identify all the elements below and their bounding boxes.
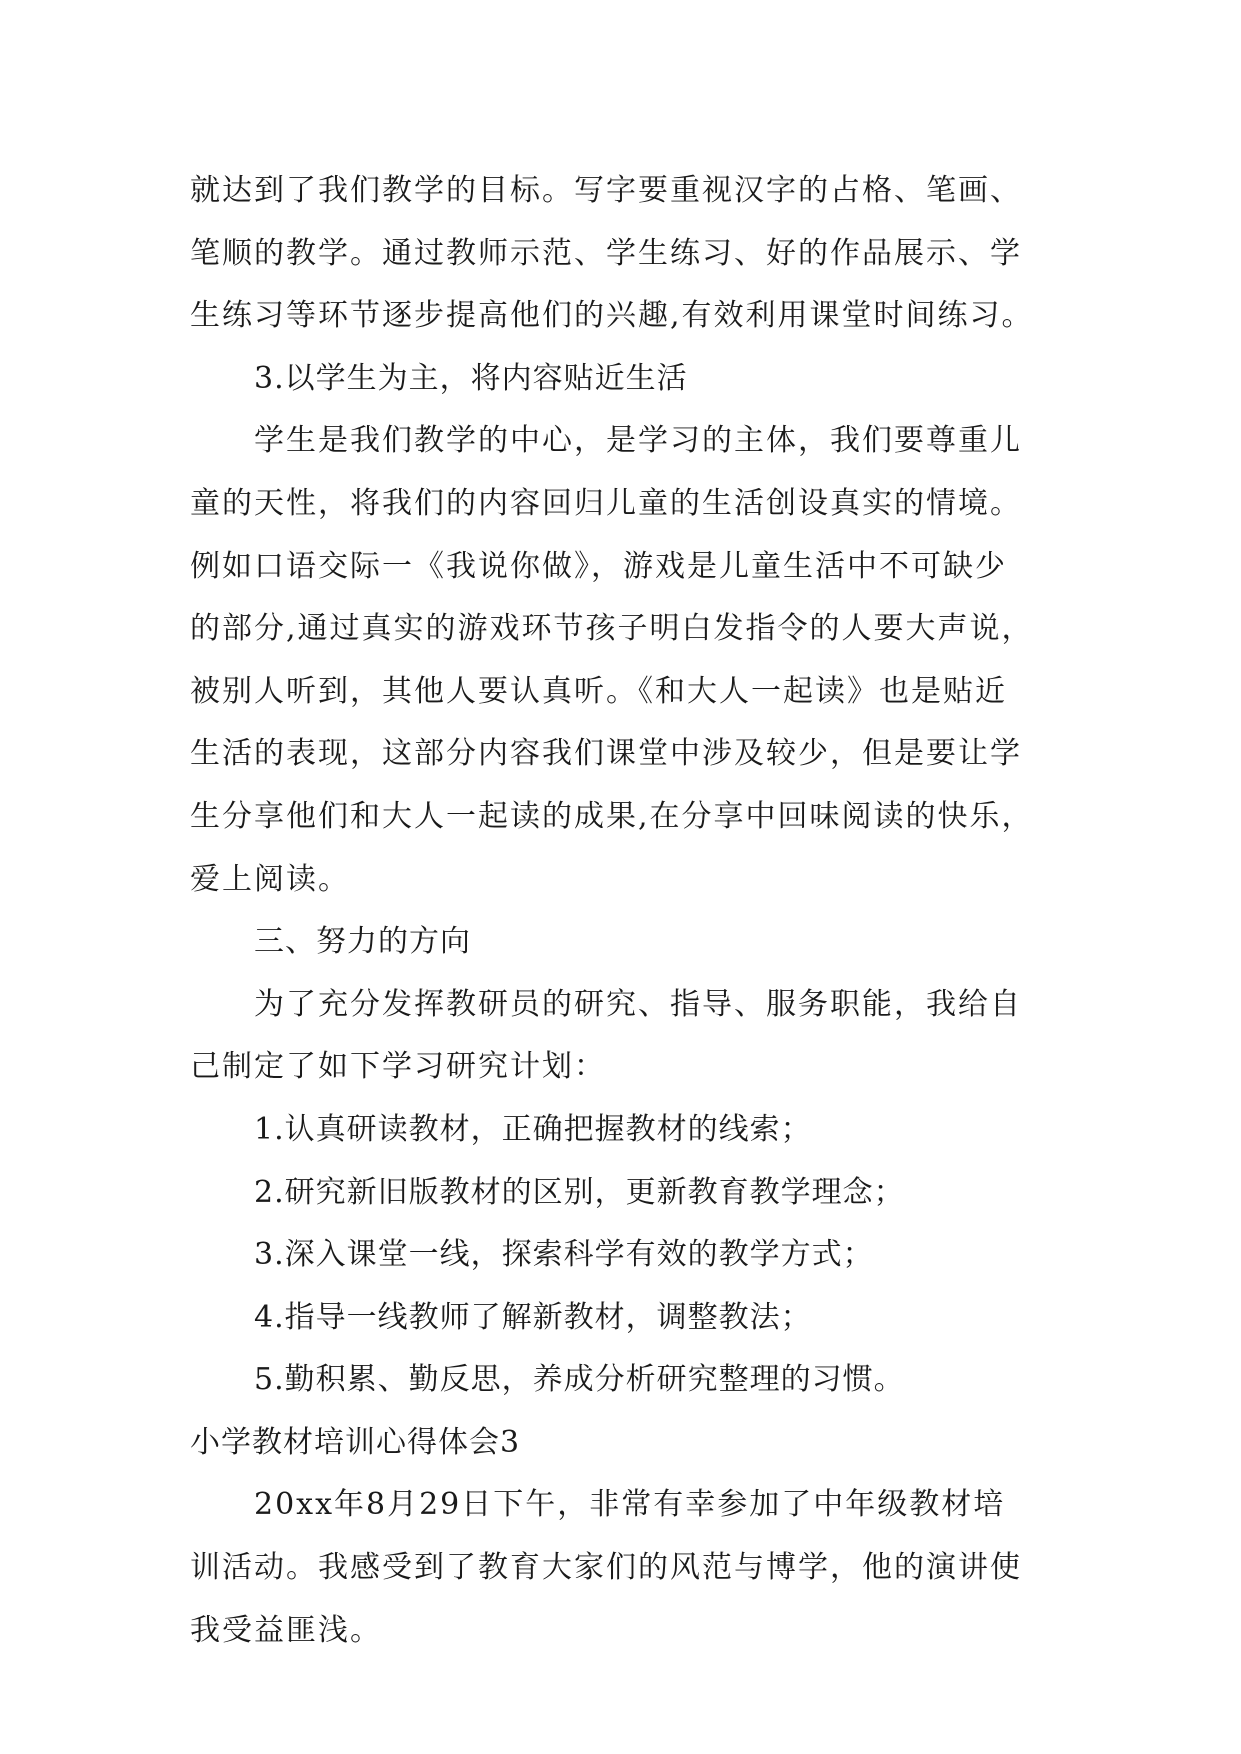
- list-item: 4.指导一线教师了解新教材，调整教法；: [254, 1299, 812, 1335]
- paragraph-line: 生活的表现，这部分内容我们课堂中涉及较少，但是要让学: [190, 736, 1022, 772]
- paragraph-line: 的部分,通过真实的游戏环节孩子明白发指令的人要大声说，: [190, 611, 1034, 647]
- paragraph-line: 生分享他们和大人一起读的成果,在分享中回味阅读的快乐，: [190, 798, 1034, 834]
- paragraph-line: 爱上阅读。: [190, 861, 350, 897]
- article-title: 小学教材培训心得体会3: [190, 1424, 521, 1460]
- paragraph-line: 例如口语交际一《我说你做》，游戏是儿童生活中不可缺少: [190, 548, 1007, 584]
- list-item: 3.深入课堂一线，探索科学有效的教学方式；: [254, 1237, 874, 1273]
- paragraph-line: 童的天性，将我们的内容回归儿童的生活创设真实的情境。: [190, 485, 1022, 521]
- paragraph-line: 学生是我们教学的中心，是学习的主体，我们要尊重儿: [254, 423, 1022, 459]
- paragraph-line: 己制定了如下学习研究计划：: [190, 1049, 606, 1085]
- section-subheading: 3.以学生为主，将内容贴近生活: [254, 360, 688, 396]
- paragraph-line: 笔顺的教学。通过教师示范、学生练习、好的作品展示、学: [190, 235, 1022, 271]
- list-item: 1.认真研读教材，正确把握教材的线索；: [254, 1111, 812, 1147]
- paragraph-line: 生练习等环节逐步提高他们的兴趣,有效利用课堂时间练习。: [190, 298, 1034, 334]
- paragraph-line: 20xx年8月29日下午，非常有幸参加了中年级教材培: [254, 1487, 1006, 1523]
- document-body: [190, 160, 1090, 1662]
- list-item: 2.研究新旧版教材的区别，更新教育教学理念；: [254, 1174, 905, 1210]
- paragraph-line: 就达到了我们教学的目标。写字要重视汉字的占格、笔画、: [190, 173, 1022, 208]
- paragraph-line: 为了充分发挥教研员的研究、指导、服务职能，我给自: [254, 986, 1022, 1022]
- list-item: 5.勤积累、勤反思，养成分析研究整理的习惯。: [254, 1362, 905, 1398]
- paragraph-line: 被别人听到，其他人要认真听。《和大人一起读》也是贴近: [190, 673, 1007, 709]
- section-heading: 三、努力的方向: [254, 924, 471, 960]
- paragraph-line: 训活动。我感受到了教育大家们的风范与博学，他的演讲使: [190, 1550, 1022, 1586]
- paragraph-line: 我受益匪浅。: [190, 1612, 382, 1648]
